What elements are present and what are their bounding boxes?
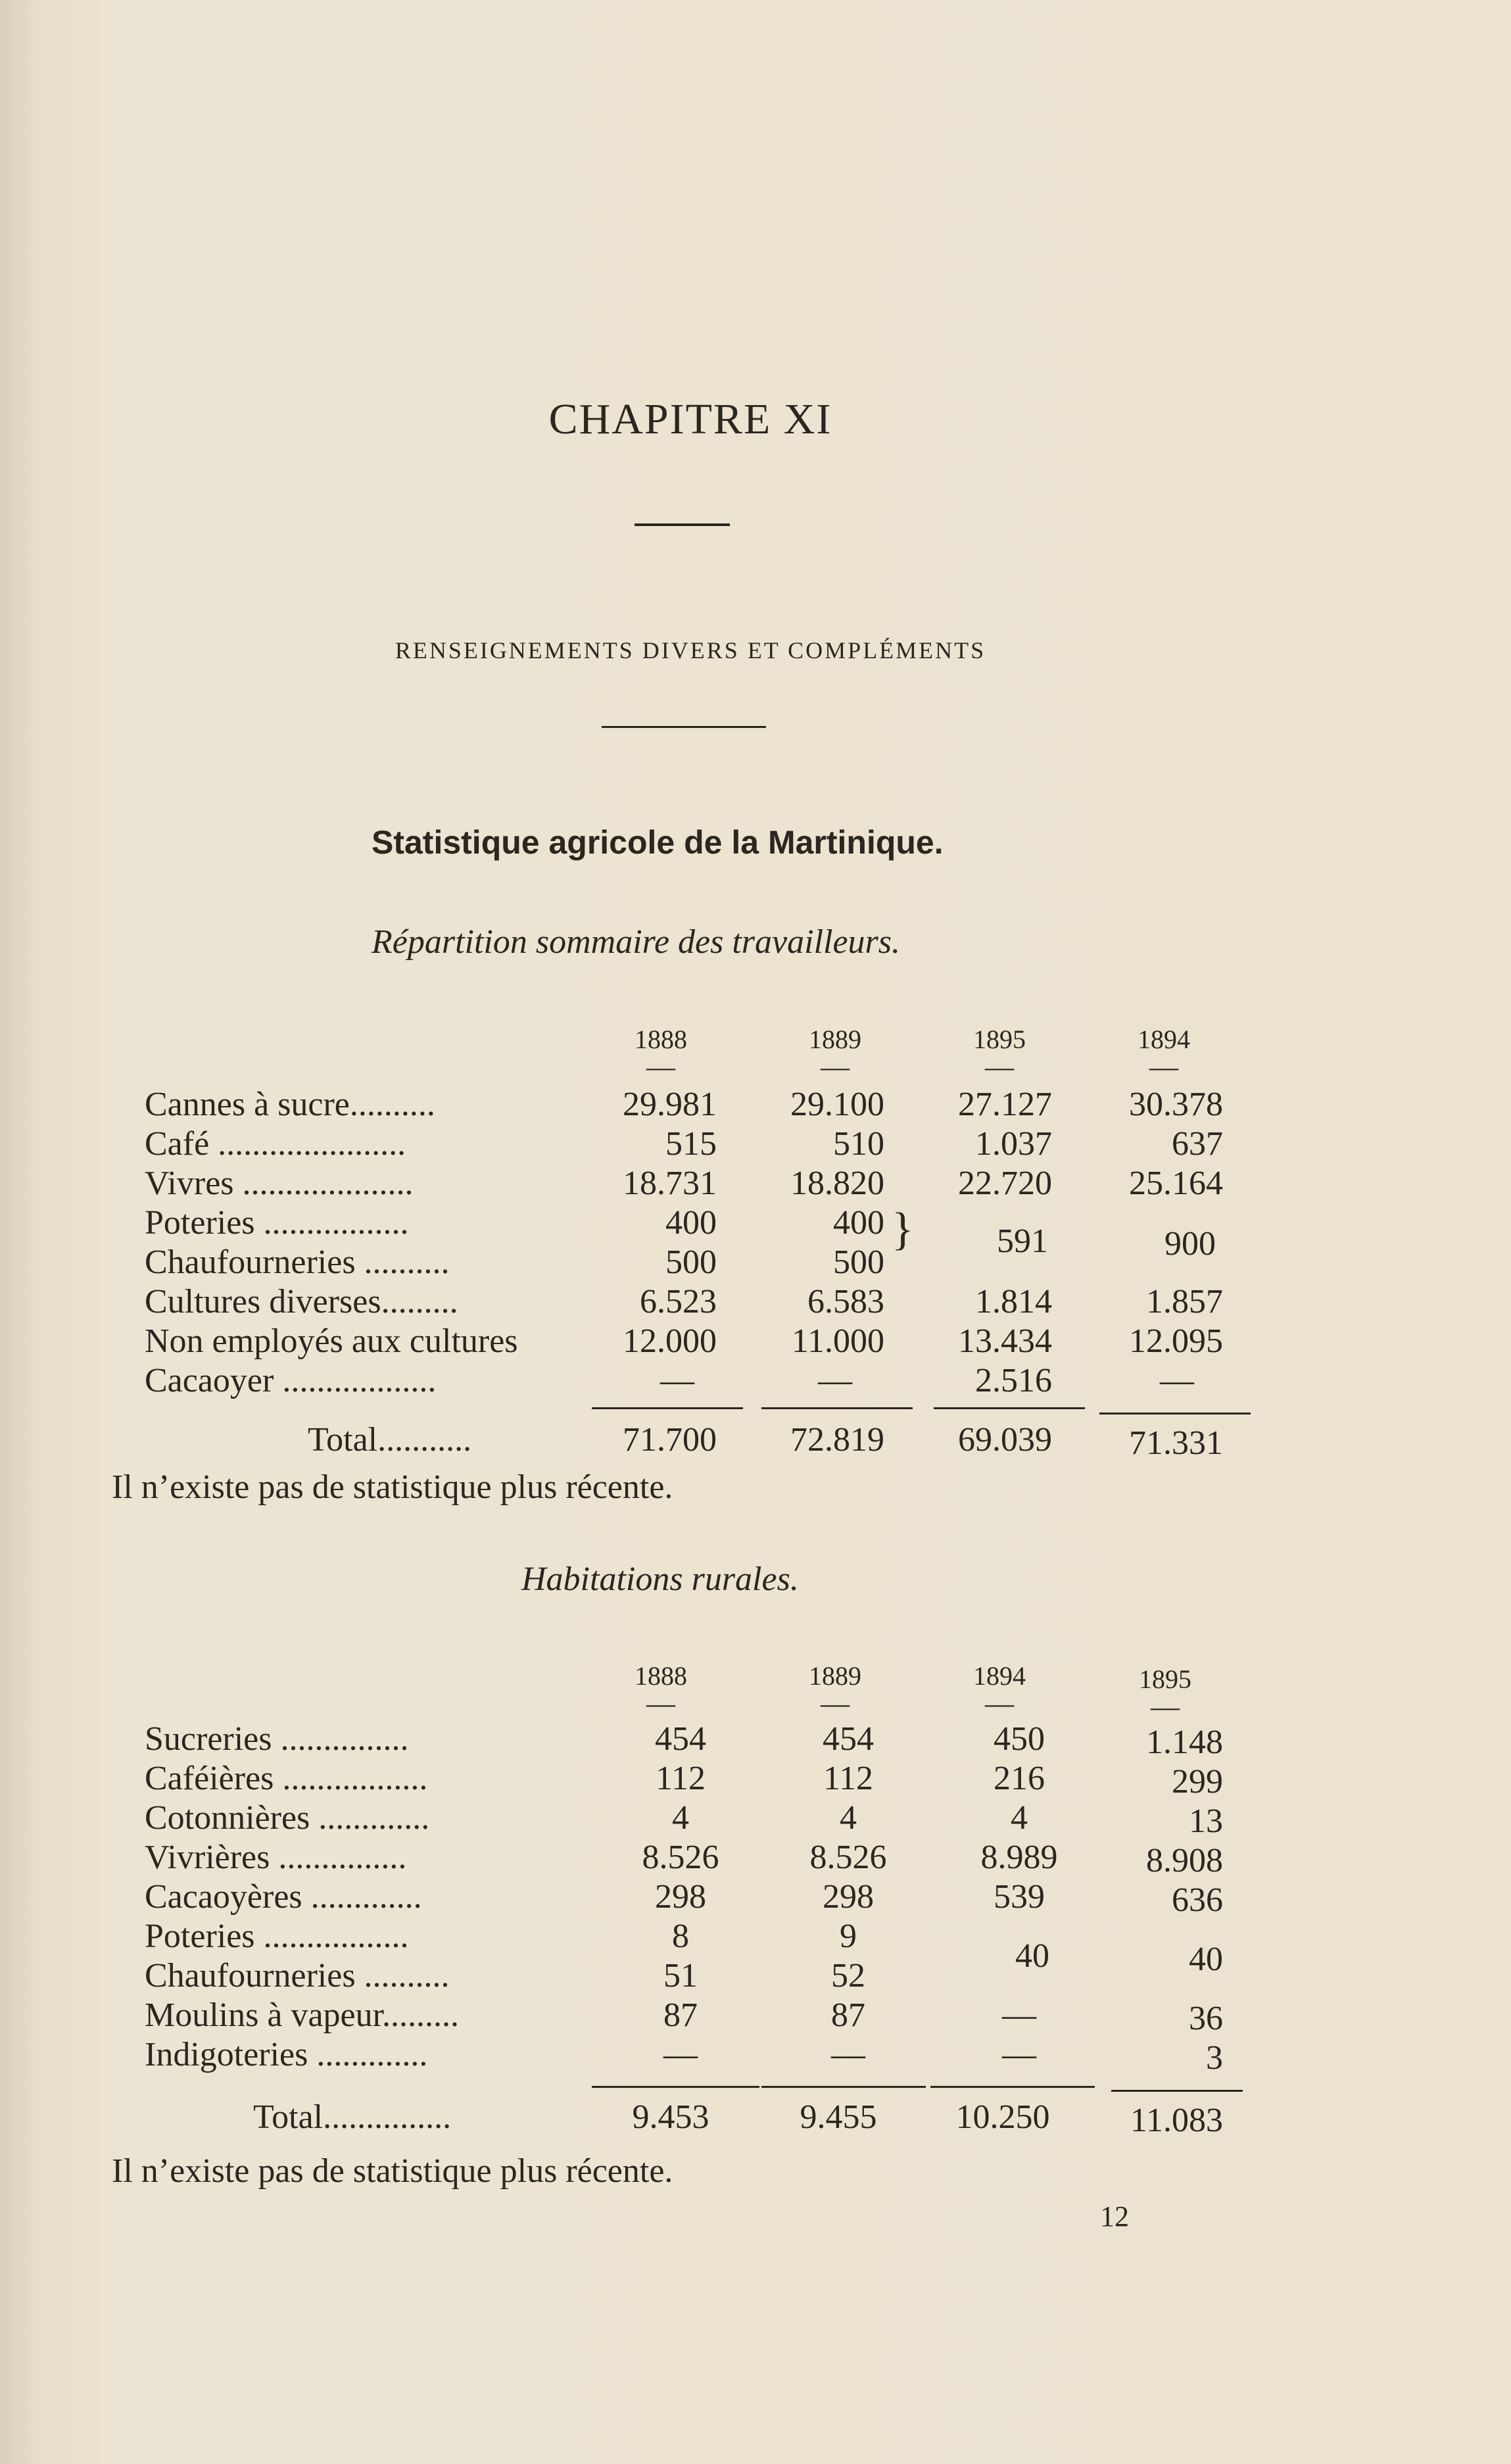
year-dash: — [1151, 1691, 1180, 1723]
cell: 27.127 [958, 1086, 1052, 1123]
year-header: 1889 [809, 1661, 861, 1691]
row-label: Cannes à sucre.......... [145, 1086, 435, 1123]
cell: 637 [1172, 1125, 1223, 1163]
cell: — [1002, 1996, 1036, 2034]
cell: — [1002, 2036, 1036, 2073]
total-label: Total........... [308, 1421, 472, 1459]
divider [635, 523, 730, 526]
cell: — [660, 1362, 694, 1399]
cell: — [818, 1362, 852, 1399]
year-dash: — [985, 1051, 1014, 1083]
merged-cell: 40 [1189, 1941, 1223, 1978]
year-header: 1888 [635, 1661, 687, 1691]
total-cell: 9.453 [632, 2098, 709, 2136]
cell: 22.720 [958, 1165, 1052, 1202]
total-rule [934, 1407, 1085, 1409]
total-rule [761, 1407, 913, 1409]
cell: 636 [1172, 1881, 1223, 1919]
cell: — [831, 2036, 865, 2073]
total-cell: 69.039 [958, 1421, 1052, 1459]
cell: 4 [1011, 1799, 1028, 1837]
cell: 12.095 [1129, 1322, 1223, 1360]
total-rule [1099, 1413, 1251, 1414]
cell: 8 [672, 1918, 689, 1955]
merged-cell: 40 [1015, 1937, 1049, 1975]
cell: 87 [663, 1996, 698, 2034]
year-dash: — [821, 1051, 850, 1083]
note: Il n’existe pas de statistique plus récente. [112, 2152, 673, 2190]
table2-title: Habitations rurales. [521, 1560, 799, 1598]
row-label: Cacaoyer .................. [145, 1362, 437, 1399]
cell: 8.989 [980, 1839, 1058, 1876]
cell: — [1160, 1362, 1194, 1399]
cell: 11.000 [791, 1322, 884, 1360]
divider [602, 726, 766, 728]
cell: 1.857 [1146, 1283, 1223, 1320]
row-label: Cotonnières ............. [145, 1799, 430, 1837]
note: Il n’existe pas de statistique plus récente. [112, 1468, 673, 1506]
cell: 9 [840, 1918, 857, 1955]
row-label: Sucreries ............... [145, 1720, 409, 1758]
cell: 299 [1172, 1763, 1223, 1800]
cell: 454 [655, 1720, 706, 1758]
cell: 4 [672, 1799, 689, 1837]
total-cell: 10.250 [955, 2098, 1050, 2136]
row-label: Poteries ................. [145, 1204, 409, 1242]
cell: 18.820 [790, 1165, 884, 1202]
row-label: Moulins à vapeur......... [145, 1996, 460, 2034]
cell: 539 [994, 1878, 1045, 1916]
total-cell: 11.083 [1130, 2102, 1223, 2139]
cell: 4 [840, 1799, 857, 1837]
cell: 450 [994, 1720, 1045, 1758]
cell: 36 [1189, 2000, 1223, 2037]
brace: } [892, 1204, 914, 1255]
year-dash: — [985, 1687, 1014, 1720]
cell: 515 [665, 1125, 717, 1163]
total-cell: 71.700 [623, 1421, 717, 1459]
year-header: 1888 [635, 1025, 687, 1054]
total-cell: 71.331 [1129, 1424, 1223, 1462]
row-label: Chaufourneries .......... [145, 1244, 450, 1281]
row-label: Café ...................... [145, 1125, 406, 1163]
cell: 87 [831, 1996, 865, 2034]
year-dash: — [646, 1687, 675, 1720]
cell: 1.814 [975, 1283, 1052, 1320]
cell: 454 [823, 1720, 874, 1758]
chapter-title: CHAPITRE XI [548, 395, 832, 443]
cell: 29.981 [623, 1086, 717, 1123]
cell: 1.148 [1146, 1724, 1223, 1761]
cell: 51 [663, 1957, 698, 1994]
row-label: Non employés aux cultures [145, 1322, 518, 1360]
row-label: Cultures diverses......... [145, 1283, 458, 1320]
cell: 13 [1189, 1802, 1223, 1840]
cell: 8.526 [642, 1839, 719, 1876]
total-rule [592, 1407, 743, 1409]
cell: 500 [665, 1244, 717, 1281]
year-header: 1894 [973, 1661, 1026, 1691]
cell: — [663, 2036, 698, 2073]
total-rule [592, 2086, 759, 2088]
total-rule [761, 2086, 926, 2088]
cell: 29.100 [790, 1086, 884, 1123]
year-header: 1894 [1138, 1025, 1190, 1054]
statistics-title: Statistique agricole de la Martinique. [372, 824, 944, 861]
total-cell: 9.455 [800, 2098, 877, 2136]
row-label: Vivrières ............... [145, 1839, 407, 1876]
cell: 400 [833, 1204, 884, 1242]
cell: 298 [655, 1878, 706, 1916]
cell: 500 [833, 1244, 884, 1281]
table1-title: Répartition sommaire des travailleurs. [372, 923, 901, 961]
total-rule [1111, 2090, 1243, 2092]
year-dash: — [821, 1687, 850, 1720]
cell: 6.583 [807, 1283, 884, 1320]
cell: 510 [833, 1125, 884, 1163]
year-header: 1895 [973, 1025, 1026, 1054]
row-label: Vivres .................... [145, 1165, 414, 1202]
total-label: Total............... [253, 2098, 452, 2136]
section-subtitle: RENSEIGNEMENTS DIVERS ET COMPLÉMENTS [395, 637, 986, 664]
total-rule [930, 2086, 1095, 2088]
cell: 8.908 [1146, 1842, 1223, 1879]
year-header: 1889 [809, 1025, 861, 1054]
cell: 3 [1206, 2039, 1223, 2077]
row-label: Poteries ................. [145, 1918, 409, 1955]
cell: 400 [665, 1204, 717, 1242]
merged-cell: 591 [997, 1222, 1048, 1260]
row-label: Chaufourneries .......... [145, 1957, 450, 1994]
cell: 112 [655, 1760, 706, 1797]
cell: 1.037 [975, 1125, 1052, 1163]
total-cell: 72.819 [790, 1421, 884, 1459]
year-header: 1895 [1139, 1664, 1191, 1694]
merged-cell: 900 [1164, 1225, 1216, 1263]
cell: 112 [823, 1760, 874, 1797]
row-label: Caféières ................. [145, 1760, 428, 1797]
cell: 6.523 [640, 1283, 717, 1320]
page-number: 12 [1100, 2200, 1129, 2233]
cell: 25.164 [1129, 1165, 1223, 1202]
row-label: Cacaoyères ............. [145, 1878, 422, 1916]
year-dash: — [646, 1051, 675, 1083]
cell: 18.731 [623, 1165, 717, 1202]
year-dash: — [1149, 1051, 1178, 1083]
cell: 30.378 [1129, 1086, 1223, 1123]
row-label: Indigoteries ............. [145, 2036, 428, 2073]
cell: 8.526 [809, 1839, 887, 1876]
cell: 12.000 [623, 1322, 717, 1360]
cell: 216 [994, 1760, 1045, 1797]
cell: 298 [823, 1878, 874, 1916]
cell: 52 [831, 1957, 865, 1994]
cell: 13.434 [958, 1322, 1052, 1360]
cell: 2.516 [975, 1362, 1052, 1399]
